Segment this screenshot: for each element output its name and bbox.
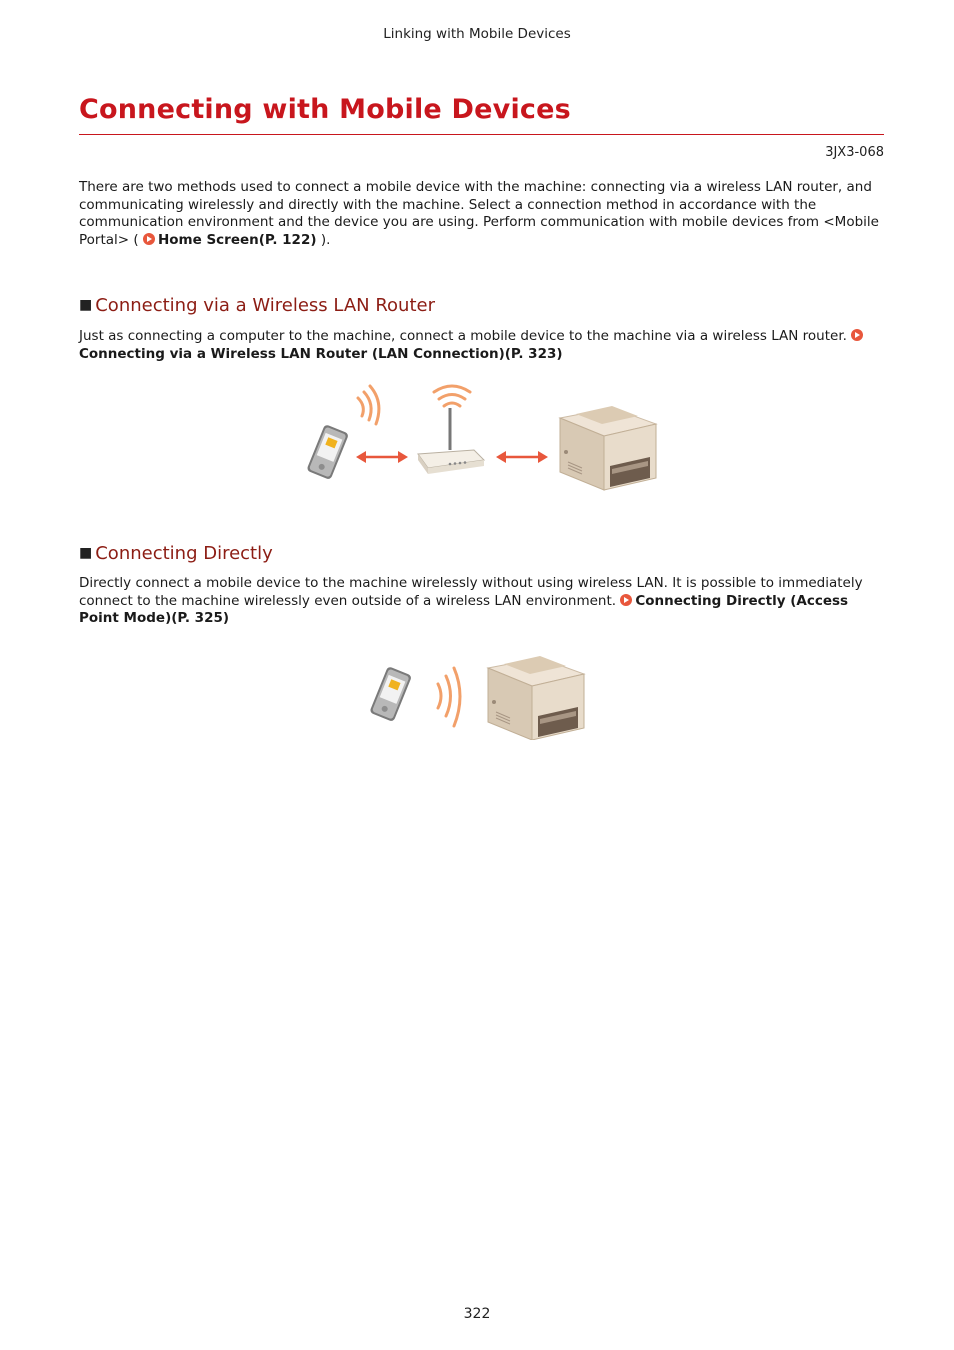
mobile-phone-icon	[369, 666, 412, 722]
direct-connection-illustration	[368, 644, 594, 740]
lan-connection-link[interactable]: Connecting via a Wireless LAN Router (LAN Connection)(P. 323)	[79, 345, 563, 362]
router-signal-icon	[434, 386, 470, 406]
section-heading-wireless-lan-router	[79, 295, 435, 316]
printer-machine-icon	[488, 656, 584, 740]
wireless-router-icon	[418, 408, 484, 474]
section-heading-text: Connecting via a Wireless LAN Router	[95, 295, 436, 316]
page-number: 322	[463, 1306, 491, 1322]
intro-text: There are two methods used to connect a mobile device with the machine: connecting via a wireless LAN router, and communicating wirelessly and directly with the machine. Select a connection method in accordance with the communication environment and the device you are using. Perform communication with mobile devices from <Mobile Portal> (	[79, 179, 879, 248]
section-paragraph-wireless-lan-router	[79, 328, 887, 363]
page-title: Connecting with Mobile Devices	[79, 94, 571, 125]
section-paragraph-connecting-directly	[79, 575, 887, 628]
mobile-phone-icon	[306, 424, 349, 480]
section-text: Just as connecting a computer to the machine, connect a mobile device to the machine via a wireless LAN router.	[79, 328, 852, 344]
arrow-right-circle-icon	[851, 329, 863, 341]
home-screen-link[interactable]: Home Screen(P. 122)	[157, 231, 317, 248]
section-heading-text: Connecting Directly	[95, 543, 273, 564]
section-text: Directly connect a mobile device to the machine wirelessly without using wireless LAN. It is possible to immediately connect to the machine wirelessly even outside of a wireless LAN environment.	[79, 575, 863, 609]
arrow-right-circle-icon	[620, 594, 632, 606]
arrow-right-circle-icon	[143, 233, 155, 245]
wireless-signal-icon	[438, 668, 460, 726]
document-id: 3JX3-068	[825, 145, 884, 160]
router-connection-illustration	[300, 384, 662, 496]
wireless-signal-icon	[358, 386, 379, 424]
section-marker: ■	[79, 297, 93, 313]
running-header: Linking with Mobile Devices	[383, 26, 571, 42]
printer-machine-icon	[560, 406, 656, 490]
section-marker: ■	[79, 545, 93, 561]
intro-paragraph	[79, 179, 887, 249]
section-heading-connecting-directly	[79, 543, 273, 564]
double-arrow-icon	[356, 451, 408, 463]
access-point-mode-link[interactable]: Connecting Directly (Access Point Mode)(P. 325)	[79, 592, 849, 627]
double-arrow-icon	[496, 451, 548, 463]
intro-text-end: ).	[316, 231, 331, 248]
title-divider	[79, 134, 884, 135]
